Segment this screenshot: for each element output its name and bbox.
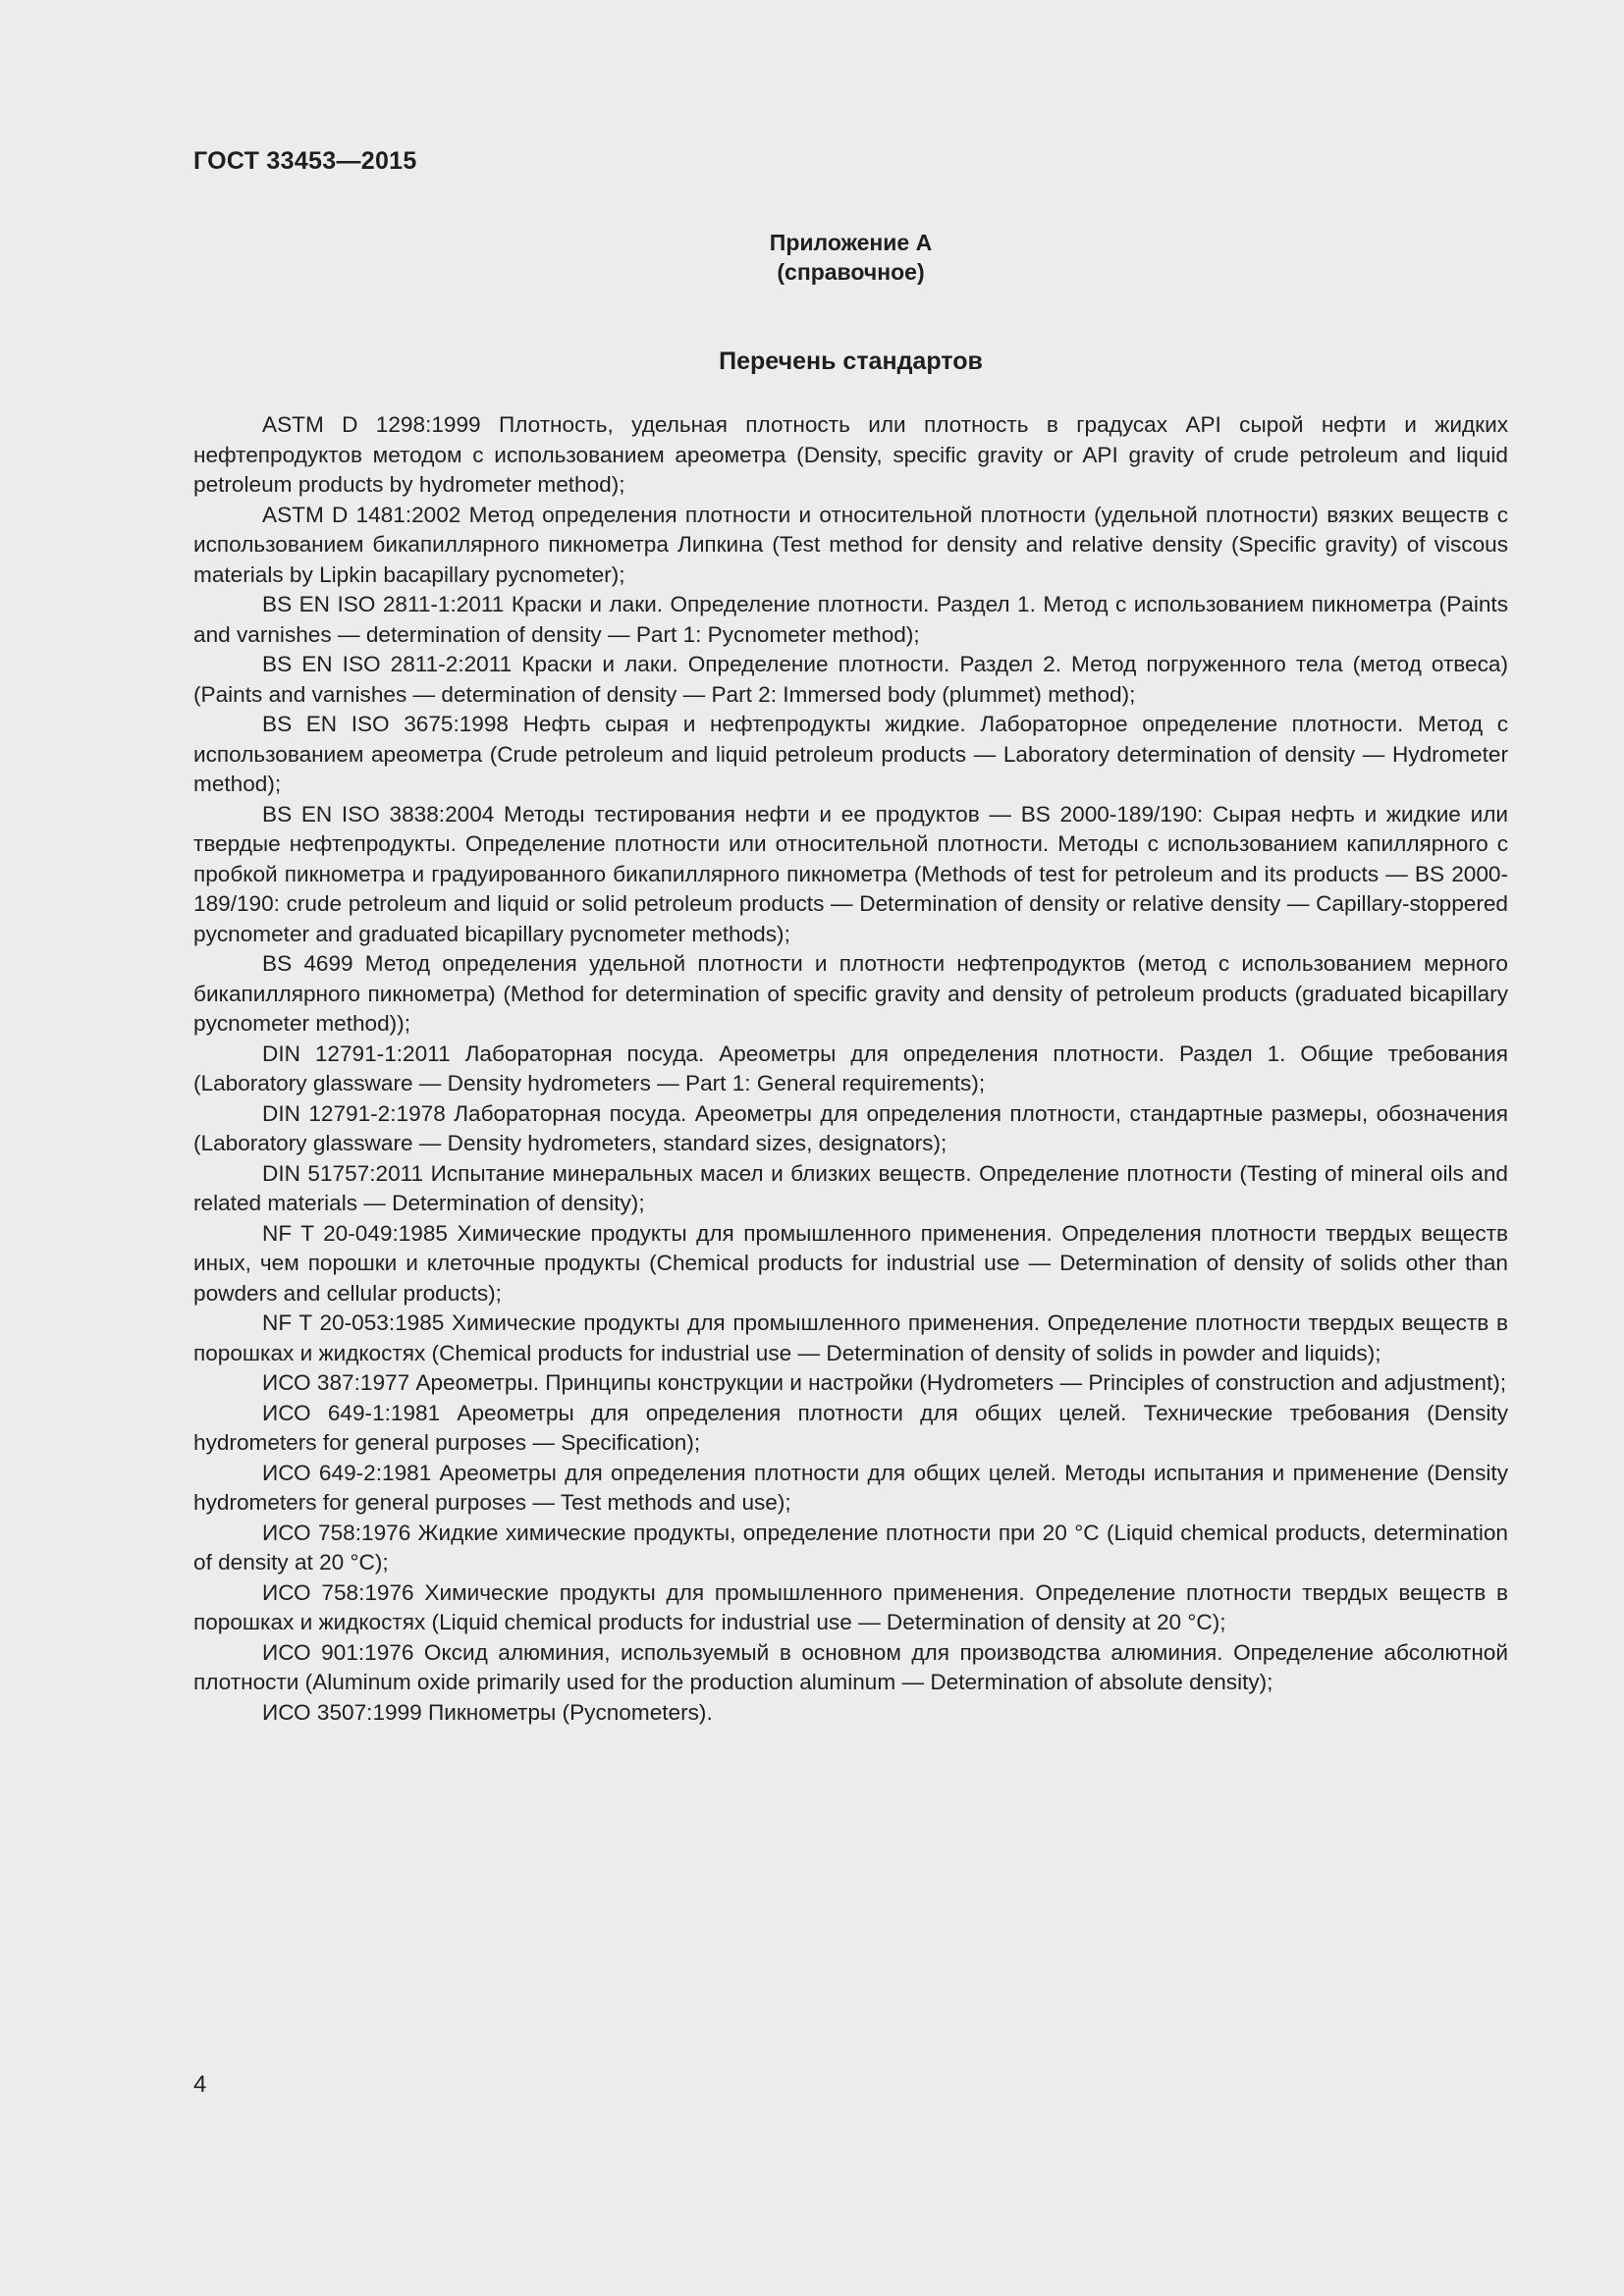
standard-entry: ИСО 3507:1999 Пикнометры (Pycnometers). xyxy=(262,1699,713,1725)
standard-entry: DIN 51757:2011 Испытание минеральных масел и близких веществ. Определение плотности (Testing of mineral oils and related materials — Determination of density); xyxy=(193,1160,1508,1215)
standard-entry: ИСО 649-2:1981 Ареометры для определения плотности для общих целей. Методы испытания и применение (Density hydrometers for general purposes — Test methods and use); xyxy=(193,1460,1508,1515)
page-number: 4 xyxy=(193,2071,207,2098)
standard-entry: DIN 12791-1:2011 Лабораторная посуда. Ареометры для определения плотности. Раздел 1. Общие требования (Laboratory glassware — Density hydrometers — Part 1: General requirements); xyxy=(193,1041,1508,1095)
appendix-title: Приложение А xyxy=(769,230,933,255)
standard-entry: ASTM D 1481:2002 Метод определения плотности и относительной плотности (удельной плотности) вязких веществ с использованием бикапиллярного пикнометра Липкина (Test method for density and relative density (Specific gravity) of viscous materials by Lipkin bacapillary pycnometer); xyxy=(193,502,1508,587)
standards-list-title: Перечень стандартов xyxy=(719,347,983,375)
standard-entry: BS EN ISO 2811-2:2011 Краски и лаки. Определение плотности. Раздел 2. Метод погруженного тела (метод отвеса) (Paints and varnishes — determination of density — Part 2: Immersed body (plummet) method); xyxy=(193,652,1508,707)
appendix-heading xyxy=(193,228,1508,287)
standard-entry: NF T 20-053:1985 Химические продукты для промышленного применения. Определение плотности твердых веществ в порошках и жидкостях (Chemical products for industrial use — Determination of density of solids in powder and liquids); xyxy=(193,1310,1508,1365)
standard-entry: ИСО 758:1976 Жидкие химические продукты, определение плотности при 20 °С (Liquid chemical products, determination of density at 20 °C); xyxy=(193,1520,1508,1575)
standard-entry: BS EN ISO 3838:2004 Методы тестирования нефти и ее продуктов — BS 2000-189/190: Сырая нефть и жидкие или твердые нефтепродукты. Определение плотности или относительной плотности. Методы с использованием капиллярного с пробкой пикнометра и градуированного бикапиллярного пикнометра (Methods of test for petroleum and its products — BS 2000-189/190: crude petroleum and liquid or solid petroleum products — Determination of density or relative density — Capillary-stoppered pycnometer and graduated bicapillary pycnometer methods); xyxy=(193,801,1508,946)
standard-entry: ИСО 901:1976 Оксид алюминия, используемый в основном для производства алюминия. Определение абсолютной плотности (Aluminum oxide primarily used for the production aluminum — Determination of absolute density); xyxy=(193,1639,1508,1694)
document-code-header: ГОСТ 33453—2015 xyxy=(193,147,417,175)
standard-entry: ASTM D 1298:1999 Плотность, удельная плотность или плотность в градусах API сырой нефти и жидких нефтепродуктов методом с использованием ареометра (Density, specific gravity or API gravity of crude petroleum and liquid petroleum products by hydrometer method); xyxy=(193,412,1508,497)
standard-entry: DIN 12791-2:1978 Лабораторная посуда. Ареометры для определения плотности, стандартные размеры, обозначения (Laboratory glassware — Density hydrometers, standard sizes, designators); xyxy=(193,1100,1508,1155)
standard-entry: BS EN ISO 2811-1:2011 Краски и лаки. Определение плотности. Раздел 1. Метод с использованием пикнометра (Paints and varnishes — determination of density — Part 1: Pycnometer method); xyxy=(193,592,1508,647)
standards-list xyxy=(193,410,1508,1728)
standard-entry: ИСО 758:1976 Химические продукты для промышленного применения. Определение плотности твердых веществ в порошках и жидкостях (Liquid chemical products for industrial use — Determination of density at 20 °C); xyxy=(193,1579,1508,1634)
standard-entry: ИСО 649-1:1981 Ареометры для определения плотности для общих целей. Технические требования (Density hydrometers for general purposes — Specification); xyxy=(193,1400,1508,1455)
standard-entry: BS 4699 Метод определения удельной плотности и плотности нефтепродуктов (метод с использованием мерного бикапиллярного пикнометра) (Method for determination of specific gravity and density of petroleum products (graduated bicapillary pycnometer method)); xyxy=(193,951,1508,1036)
standard-entry: BS EN ISO 3675:1998 Нефть сырая и нефтепродукты жидкие. Лабораторное определение плотности. Метод с использованием ареометра (Crude petroleum and liquid petroleum products — Laboratory determination of density — Hydrometer method); xyxy=(193,712,1508,796)
standard-entry: NF T 20-049:1985 Химические продукты для промышленного применения. Определения плотности твердых веществ иных, чем порошки и клеточные продукты (Chemical products for industrial use — Determination of density of solids other than powders and cellular products); xyxy=(193,1220,1508,1306)
standard-entry: ИСО 387:1977 Ареометры. Принципы конструкции и настройки (Hydrometers — Principles of construction and adjustment); xyxy=(262,1370,1507,1395)
appendix-subtitle: (справочное) xyxy=(777,259,925,285)
